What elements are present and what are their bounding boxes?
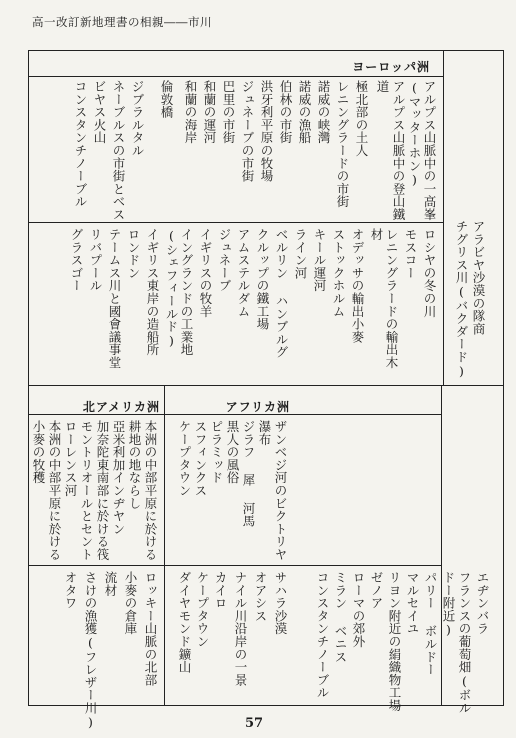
entry: ジブラルタル bbox=[130, 80, 145, 157]
entry: 洪牙利平原の牧場 bbox=[259, 80, 274, 183]
entry: 極北部の土人 bbox=[354, 80, 369, 157]
entry: ケープタウン bbox=[195, 571, 210, 648]
entry: テームス川と國會議事堂 bbox=[107, 228, 122, 369]
entry: ロシヤの冬の川 bbox=[422, 228, 437, 318]
entry: (マッターホン) bbox=[407, 80, 422, 188]
north-america-title: 北アメリカ洲 bbox=[82, 400, 160, 414]
entry: チグリス川(バクダード) bbox=[454, 220, 469, 379]
entry: ストックホルム bbox=[331, 228, 346, 318]
entry: モスコー bbox=[403, 228, 418, 280]
entry: ローマの郊外 bbox=[351, 571, 366, 648]
entry: コンスタンチノーブル bbox=[315, 571, 330, 699]
entry: パリー ボルドー bbox=[423, 571, 438, 676]
entry: レニングラードの市街 bbox=[335, 80, 350, 208]
entry: 小麥の倉庫 bbox=[123, 571, 138, 635]
entry: 諾威の漁船 bbox=[297, 80, 312, 144]
entry: リバプール bbox=[88, 228, 103, 292]
entry: (シェフィールド) bbox=[164, 228, 179, 349]
entry: 本洲の中部平原に於ける bbox=[47, 420, 62, 561]
entry: ネーブルスの市街とベス bbox=[111, 80, 126, 221]
entry: クルップの鐵工場 bbox=[255, 228, 270, 331]
entry: さけの漁獲(フレザー川) bbox=[83, 571, 98, 730]
entry: ナイル川沿岸の一景 bbox=[233, 571, 248, 687]
entry: ゼノア bbox=[369, 571, 384, 610]
entry: リヨン附近の絹織物工場 bbox=[387, 571, 402, 712]
entry: ビヤス火山 bbox=[92, 80, 107, 144]
entry: アムステルダム bbox=[236, 228, 251, 318]
entry: コンスタンチノーブル bbox=[73, 80, 88, 208]
entry: 材 bbox=[369, 228, 384, 241]
entry: アルプス山脈中の登山鐵 bbox=[391, 80, 406, 221]
entry: オデッサの輸出小麥 bbox=[350, 228, 365, 344]
entry: イギリスの牧羊 bbox=[198, 228, 213, 318]
entry: モントリオールとセント bbox=[79, 420, 94, 561]
entry: 小麥の牧穫 bbox=[31, 420, 46, 484]
entry: フランスの葡萄畑(ボル bbox=[457, 571, 472, 715]
entry: 道 bbox=[375, 80, 390, 93]
entry: ジュネーブ bbox=[217, 228, 232, 292]
entry: 本洲の中部平原に於ける bbox=[143, 420, 158, 561]
entry: 和蘭の運河 bbox=[202, 80, 217, 144]
entry: キール運河 bbox=[312, 228, 327, 292]
entry: 黒人の風俗 bbox=[225, 420, 240, 484]
entry: ベルリン ハンブルグ bbox=[274, 228, 289, 359]
europe-title: ヨーロッパ洲 bbox=[352, 60, 430, 74]
rule-europe-top bbox=[28, 76, 443, 77]
entry: 亞米利加インヂヤン bbox=[111, 420, 126, 536]
entry: カイロ bbox=[213, 571, 228, 610]
rule-lower-divider bbox=[28, 565, 441, 566]
entry: ジラフ 犀 河馬 bbox=[241, 420, 256, 528]
entry: レニングラードの輸出木 bbox=[384, 228, 399, 369]
entry: 和蘭の海岸 bbox=[183, 80, 198, 144]
entry: スフィンクス bbox=[193, 420, 208, 497]
entry: ダイヤモンド鑛山 bbox=[177, 571, 192, 674]
entry: ライン河 bbox=[293, 228, 308, 280]
page-number: 57 bbox=[245, 716, 264, 731]
entry: ピラミッド bbox=[209, 420, 224, 484]
rule-band-divider bbox=[28, 385, 504, 386]
entry: ロッキー山脈の北部 bbox=[143, 571, 158, 687]
entry: 流材 bbox=[103, 571, 118, 597]
entry: 耕地の地ならし bbox=[127, 420, 142, 510]
entry: 加奈陀東南部に於ける筏 bbox=[95, 420, 110, 561]
running-header: 高一改訂新地理書の相親――市川 bbox=[32, 15, 212, 29]
entry: オタワ bbox=[63, 571, 78, 610]
entry: ミラン ベニス bbox=[333, 571, 348, 664]
rule-region-separator bbox=[164, 385, 165, 706]
entry: ケープタウン bbox=[177, 420, 192, 497]
entry: グラスゴー bbox=[69, 228, 84, 292]
entry: エヂンバラ bbox=[475, 571, 490, 635]
entry: 巴里の市街 bbox=[221, 80, 236, 144]
entry: ドー附近) bbox=[441, 571, 456, 638]
entry: 伯林の市街 bbox=[278, 80, 293, 144]
entry: サハラ沙漠 bbox=[273, 571, 288, 635]
entry: 諾威の峡灣 bbox=[316, 80, 331, 144]
entry: オアシス bbox=[253, 571, 268, 623]
entry: アルプス山脈中の一高峯 bbox=[422, 80, 437, 221]
entry: ザンベジ河のビクトリヤ bbox=[273, 420, 288, 561]
rule-lower-right bbox=[441, 385, 442, 706]
entry: イングランドの工業地 bbox=[179, 228, 194, 356]
entry: マルセイユ bbox=[405, 571, 420, 635]
rule-europe-right bbox=[443, 50, 444, 385]
entry: ロンドン bbox=[126, 228, 141, 280]
entry: ジュネーブの市街 bbox=[240, 80, 255, 183]
entry: イギリス東岸の造船所 bbox=[145, 228, 160, 356]
entry: 瀑布 bbox=[257, 420, 272, 446]
entry: アラビヤ沙漠の隊商 bbox=[471, 220, 486, 336]
rule-upper-divider bbox=[28, 222, 443, 223]
africa-title: アフリカ洲 bbox=[225, 400, 290, 414]
entry: ローレンス河 bbox=[63, 420, 78, 497]
entry: 倫敦橋 bbox=[159, 80, 174, 119]
